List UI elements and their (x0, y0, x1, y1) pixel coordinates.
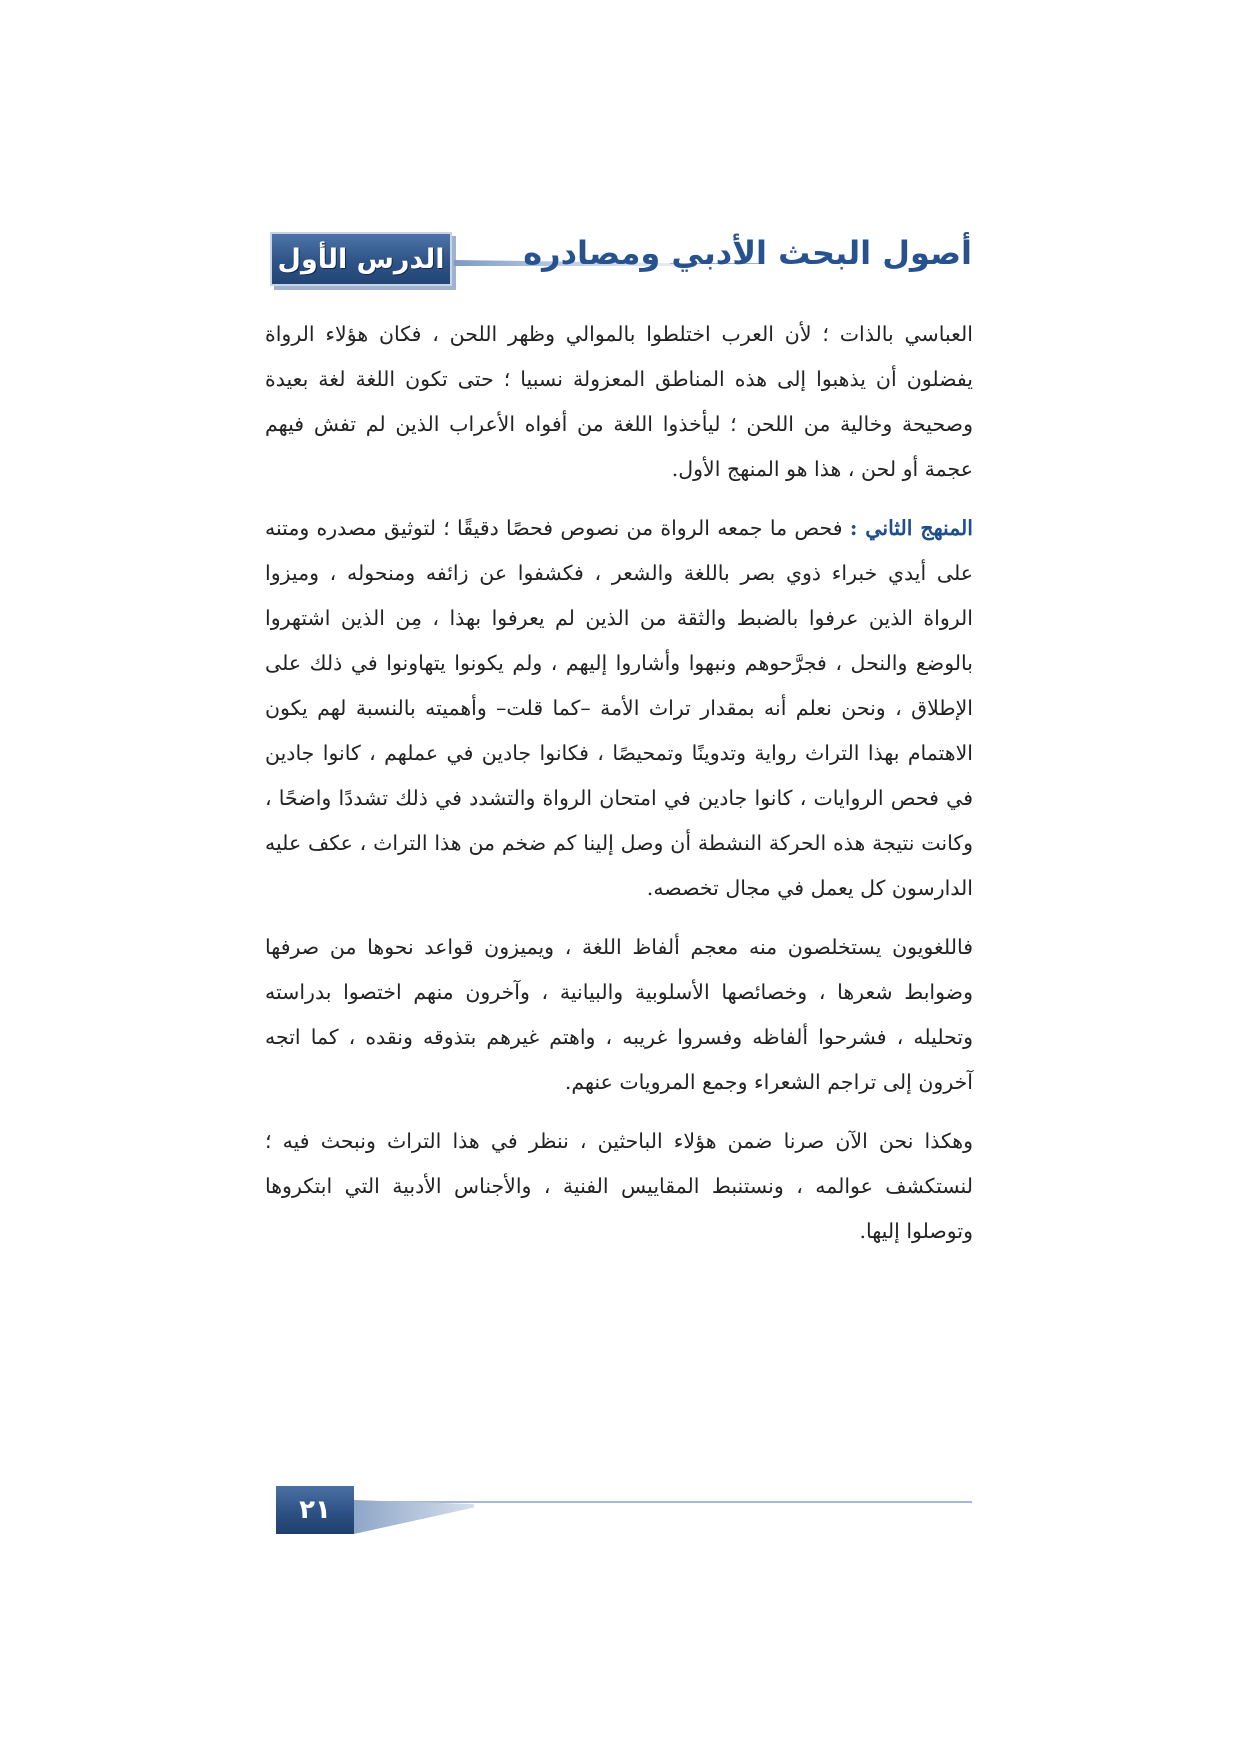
paragraph-text: فحص ما جمعه الرواة من نصوص فحصًا دقيقًا ؛ لتوثيق مصدره ومتنه على أيدي خبراء ذوي بصر باللغة والشعر ، فكشفوا عن زائفه ومنحوله ، وميزوا الرواة الذين عرفوا بالضبط والثقة من الذين لم يعرفوا بهذا ، مِن الذين اشتهروا بالوضع والنحل ، فجرَّحوهم ونبهوا وأشاروا إليهم ، ولم يكونوا يتهاونوا في ذلك على الإطلاق ، ونحن نعلم أنه بمقدار تراث الأمة –كما قلت– وأهميته بالنسبة لهم يكون الاهتمام بهذا التراث رواية وتدوينًا وتمحيصًا ، فكانوا جادين في عملهم ، كانوا جادين في فحص الروايات ، كانوا جادين في امتحان الرواة والتشدد في ذلك تشددًا واضحًا ، وكانت نتيجة هذه الحركة النشطة أن وصل إلينا كم ضخم من هذا التراث ، عكف عليه الدارسون كل يعمل في مجال تخصصه. (265, 516, 973, 900)
paragraph (265, 506, 973, 911)
lesson-badge (270, 232, 452, 286)
page-number-badge (276, 1486, 354, 1534)
book-title: أصول البحث الأدبي ومصادره (523, 234, 972, 272)
page-footer (276, 1486, 972, 1538)
method-label: المنهج الثاني : (849, 516, 973, 540)
page-body (265, 312, 973, 1268)
paragraph: وهكذا نحن الآن صرنا ضمن هؤلاء الباحثين ، ننظر في هذا التراث ونبحث فيه ؛ لنستكشف عوالمه ، ونستنبط المقاييس الفنية ، والأجناس الأدبية التي ابتكروها وتوصلوا إليها. (265, 1129, 973, 1243)
paragraph: فاللغويون يستخلصون منه معجم ألفاظ اللغة ، ويميزون قواعد نحوها من صرفها وضوابط شعرها ، وخصائصها الأسلوبية والبيانية ، وآخرون منهم اختصوا بدراسته وتحليله ، فشرحوا ألفاظه وفسروا غريبه ، واهتم غيرهم بتذوقه ونقده ، كما اتجه آخرون إلى تراجم الشعراء وجمع المرويات عنهم. (265, 935, 973, 1094)
paragraph: العباسي بالذات ؛ لأن العرب اختلطوا بالموالي وظهر اللحن ، فكان هؤلاء الرواة يفضلون أن يذهبوا إلى هذه المناطق المعزولة نسبيا ؛ حتى تكون اللغة لغة بعيدة وصحيحة وخالية من اللحن ؛ ليأخذوا اللغة من أفواه الأعراب الذين لم تفش فيهم عجمة أو لحن ، هذا هو المنهج الأول. (265, 322, 973, 481)
footer-rule (354, 1501, 972, 1503)
page-header (270, 232, 972, 288)
lesson-label: الدرس الأول (277, 243, 445, 275)
footer-decorative-wedge (354, 1500, 474, 1534)
page-number: ٢١ (299, 1495, 331, 1525)
